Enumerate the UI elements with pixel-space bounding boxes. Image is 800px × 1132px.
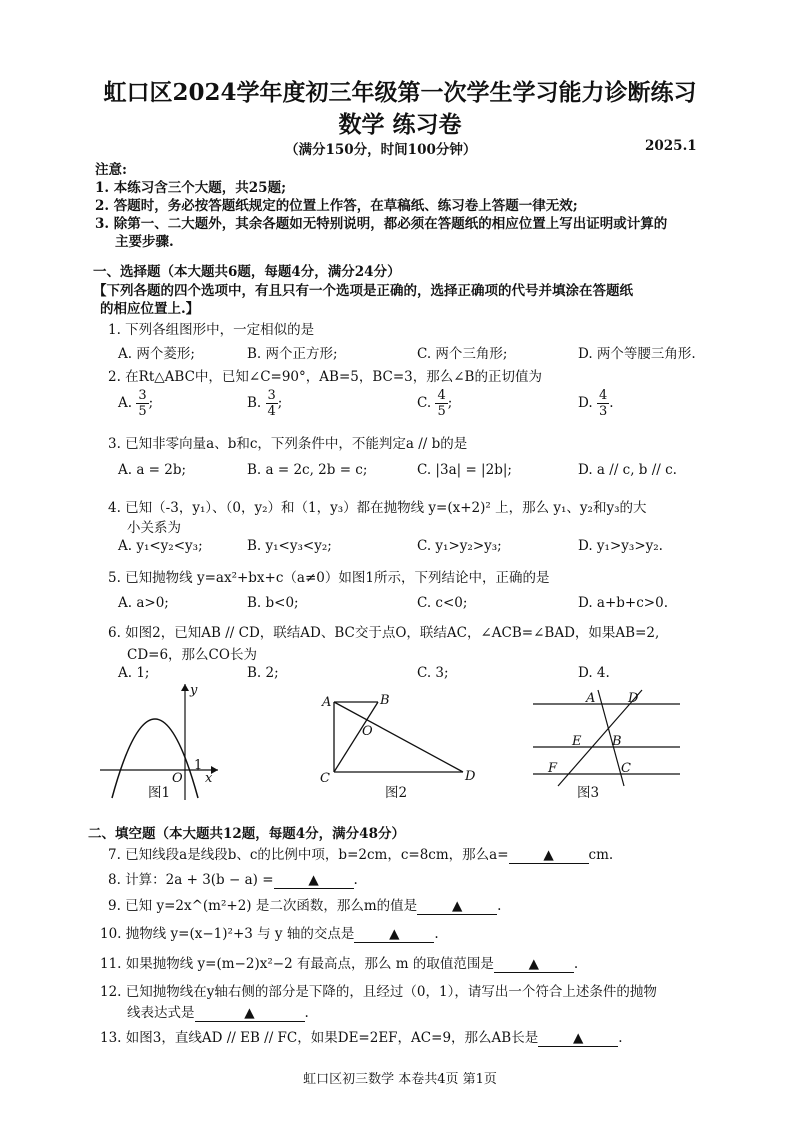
q6-option-b: B. 2; bbox=[247, 665, 279, 681]
fig1-origin-label: O bbox=[172, 771, 183, 786]
section1-instruction: 【下列各题的四个选项中，有且只有一个选项是正确的，选择正确项的代号并填涂在答题纸 bbox=[93, 283, 633, 299]
answer-blank: ▲ bbox=[354, 926, 434, 943]
fig2-label-b: B bbox=[380, 693, 390, 708]
section1-heading: 一、选择题（本大题共6题，每题4分，满分24分） bbox=[93, 264, 401, 280]
note-item: 2. 答题时，务必按答题纸规定的位置上作答，在草稿纸、练习卷上答题一律无效; bbox=[95, 198, 578, 214]
q4-option-c: C. y₁>y₂>y₃; bbox=[417, 538, 502, 554]
q3-option-b: B. a = 2c, 2b = c; bbox=[247, 462, 368, 478]
q4-option-b: B. y₁<y₃<y₂; bbox=[247, 538, 332, 554]
fig3-label-a: A bbox=[586, 691, 596, 706]
q5-option-c: C. c<0; bbox=[417, 595, 468, 611]
q6-option-a: A. 1; bbox=[118, 665, 150, 681]
question-4-stem-cont: 小关系为 bbox=[127, 520, 181, 536]
question-12: 12. 已知抛物线在y轴右侧的部分是下降的，且经过（0，1），请写出一个符合上述条件的抛物 bbox=[100, 984, 657, 1000]
q4-option-a: A. y₁<y₂<y₃; bbox=[118, 538, 203, 554]
q2-option-d: D. $\frac{4}{3}$ . bbox=[578, 388, 614, 419]
q2-option-b: B. $\frac{3}{4}$ ; bbox=[247, 388, 283, 419]
page-footer: 虹口区初三数学 本卷共4页 第1页 bbox=[303, 1072, 497, 1087]
question-5-stem: 5. 已知抛物线 y=ax²+bx+c（a≠0）如图1所示，下列结论中，正确的是 bbox=[108, 570, 550, 586]
figure-3-parallel-lines bbox=[528, 688, 683, 788]
fig3-label-c: C bbox=[621, 761, 631, 776]
answer-blank: ▲ bbox=[417, 898, 497, 915]
section1-instruction-cont: 的相应位置上.】 bbox=[100, 301, 200, 317]
question-6-stem-cont: CD=6，那么CO长为 bbox=[127, 647, 257, 663]
figure-2-triangles bbox=[318, 690, 488, 785]
q6-option-d: D. 4. bbox=[578, 665, 610, 681]
q1-option-b: B. 两个正方形; bbox=[247, 346, 338, 362]
question-1-stem: 1. 下列各组图形中，一定相似的是 bbox=[108, 322, 315, 338]
question-6-stem: 6. 如图2，已知AB // CD，联结AD、BC交于点O，联结AC，∠ACB=∠BAD，如果AB=2, bbox=[108, 625, 660, 641]
notes-label: 注意: bbox=[95, 162, 127, 178]
figure-1-caption: 图1 bbox=[148, 785, 171, 801]
note-item: 主要步骤. bbox=[115, 234, 174, 250]
q1-option-a: A. 两个菱形; bbox=[118, 346, 195, 362]
question-12-cont: 线表达式是 ▲ . bbox=[127, 1005, 309, 1021]
fig2-label-c: C bbox=[320, 771, 330, 785]
question-13: 13. 如图3，直线AD // EB // FC，如果DE=2EF，AC=9，那么AB长是 ▲ . bbox=[100, 1030, 623, 1046]
fig3-label-d: D bbox=[628, 691, 639, 706]
q4-option-d: D. y₁>y₃>y₂. bbox=[578, 538, 663, 554]
exam-date: 2025.1 bbox=[645, 138, 697, 154]
note-item: 1. 本练习含三个大题，共25题; bbox=[95, 180, 287, 196]
fig1-one-label: 1 bbox=[194, 758, 203, 773]
note-item: 3. 除第一、二大题外，其余各题如无特别说明，都必须在答题纸的相应位置上写出证明或计算的 bbox=[95, 216, 668, 232]
paper-subtitle: 数学 练习卷 bbox=[338, 111, 462, 138]
q2-option-a: A. $\frac{3}{5}$ ; bbox=[118, 388, 154, 419]
question-3-stem: 3. 已知非零向量a、b和c，下列条件中，不能判定a // b的是 bbox=[108, 436, 468, 452]
q6-option-c: C. 3; bbox=[417, 665, 449, 681]
question-9: 9. 已知 y=2x^(m²+2) 是二次函数，那么m的值是 ▲ . bbox=[108, 898, 502, 914]
section2-heading: 二、填空题（本大题共12题，每题4分，满分48分） bbox=[88, 826, 405, 842]
question-11: 11. 如果抛物线 y=(m−2)x²−2 有最高点，那么 m 的取值范围是 ▲ . bbox=[100, 956, 579, 972]
figure-2-caption: 图2 bbox=[385, 785, 408, 801]
q5-option-a: A. a>0; bbox=[118, 595, 169, 611]
q1-option-c: C. 两个三角形; bbox=[417, 346, 508, 362]
fig3-label-b: B bbox=[612, 734, 622, 749]
fig2-label-d: D bbox=[465, 769, 476, 784]
score-time-note: （满分150分，时间100分钟） bbox=[285, 142, 477, 158]
q1-option-d: D. 两个等腰三角形. bbox=[578, 346, 696, 362]
q5-option-b: B. b<0; bbox=[247, 595, 299, 611]
q2-option-c: C. $\frac{4}{5}$ ; bbox=[417, 388, 453, 419]
q3-option-d: D. a // c, b // c. bbox=[578, 462, 677, 478]
fig1-y-label: y bbox=[190, 683, 198, 698]
question-8: 8. 计算：2a + 3(b − a) = ▲ . bbox=[108, 872, 358, 888]
question-10: 10. 抛物线 y=(x−1)²+3 与 y 轴的交点是 ▲ . bbox=[100, 926, 439, 942]
fig3-label-f: F bbox=[548, 761, 558, 776]
page-title: 虹口区2024学年度初三年级第一次学生学习能力诊断练习 bbox=[103, 79, 697, 106]
question-2-stem: 2. 在Rt△ABC中，已知∠C=90°，AB=5，BC=3，那么∠B的正切值为 bbox=[108, 369, 542, 385]
answer-blank: ▲ bbox=[274, 872, 354, 889]
fig2-label-a: A bbox=[322, 695, 332, 710]
answer-blank: ▲ bbox=[538, 1030, 618, 1047]
q3-option-c: C. |3a| = |2b|; bbox=[417, 462, 512, 478]
fig1-x-label: x bbox=[205, 771, 213, 786]
fig2-label-o: O bbox=[362, 724, 373, 739]
answer-blank: ▲ bbox=[509, 847, 589, 864]
answer-blank: ▲ bbox=[494, 956, 574, 973]
question-7: 7. 已知线段a是线段b、c的比例中项，b=2cm，c=8cm，那么a= ▲ cm. bbox=[108, 847, 614, 863]
answer-blank: ▲ bbox=[195, 1005, 305, 1022]
fig3-label-e: E bbox=[572, 734, 582, 749]
q5-option-d: D. a+b+c>0. bbox=[578, 595, 668, 611]
question-4-stem: 4. 已知（-3，y₁）、（0，y₂）和（1，y₃）都在抛物线 y=(x+2)² 上，那么 y₁、y₂和y₃的大 bbox=[108, 500, 647, 516]
figure-3-caption: 图3 bbox=[577, 785, 600, 801]
q3-option-a: A. a = 2b; bbox=[118, 462, 187, 478]
